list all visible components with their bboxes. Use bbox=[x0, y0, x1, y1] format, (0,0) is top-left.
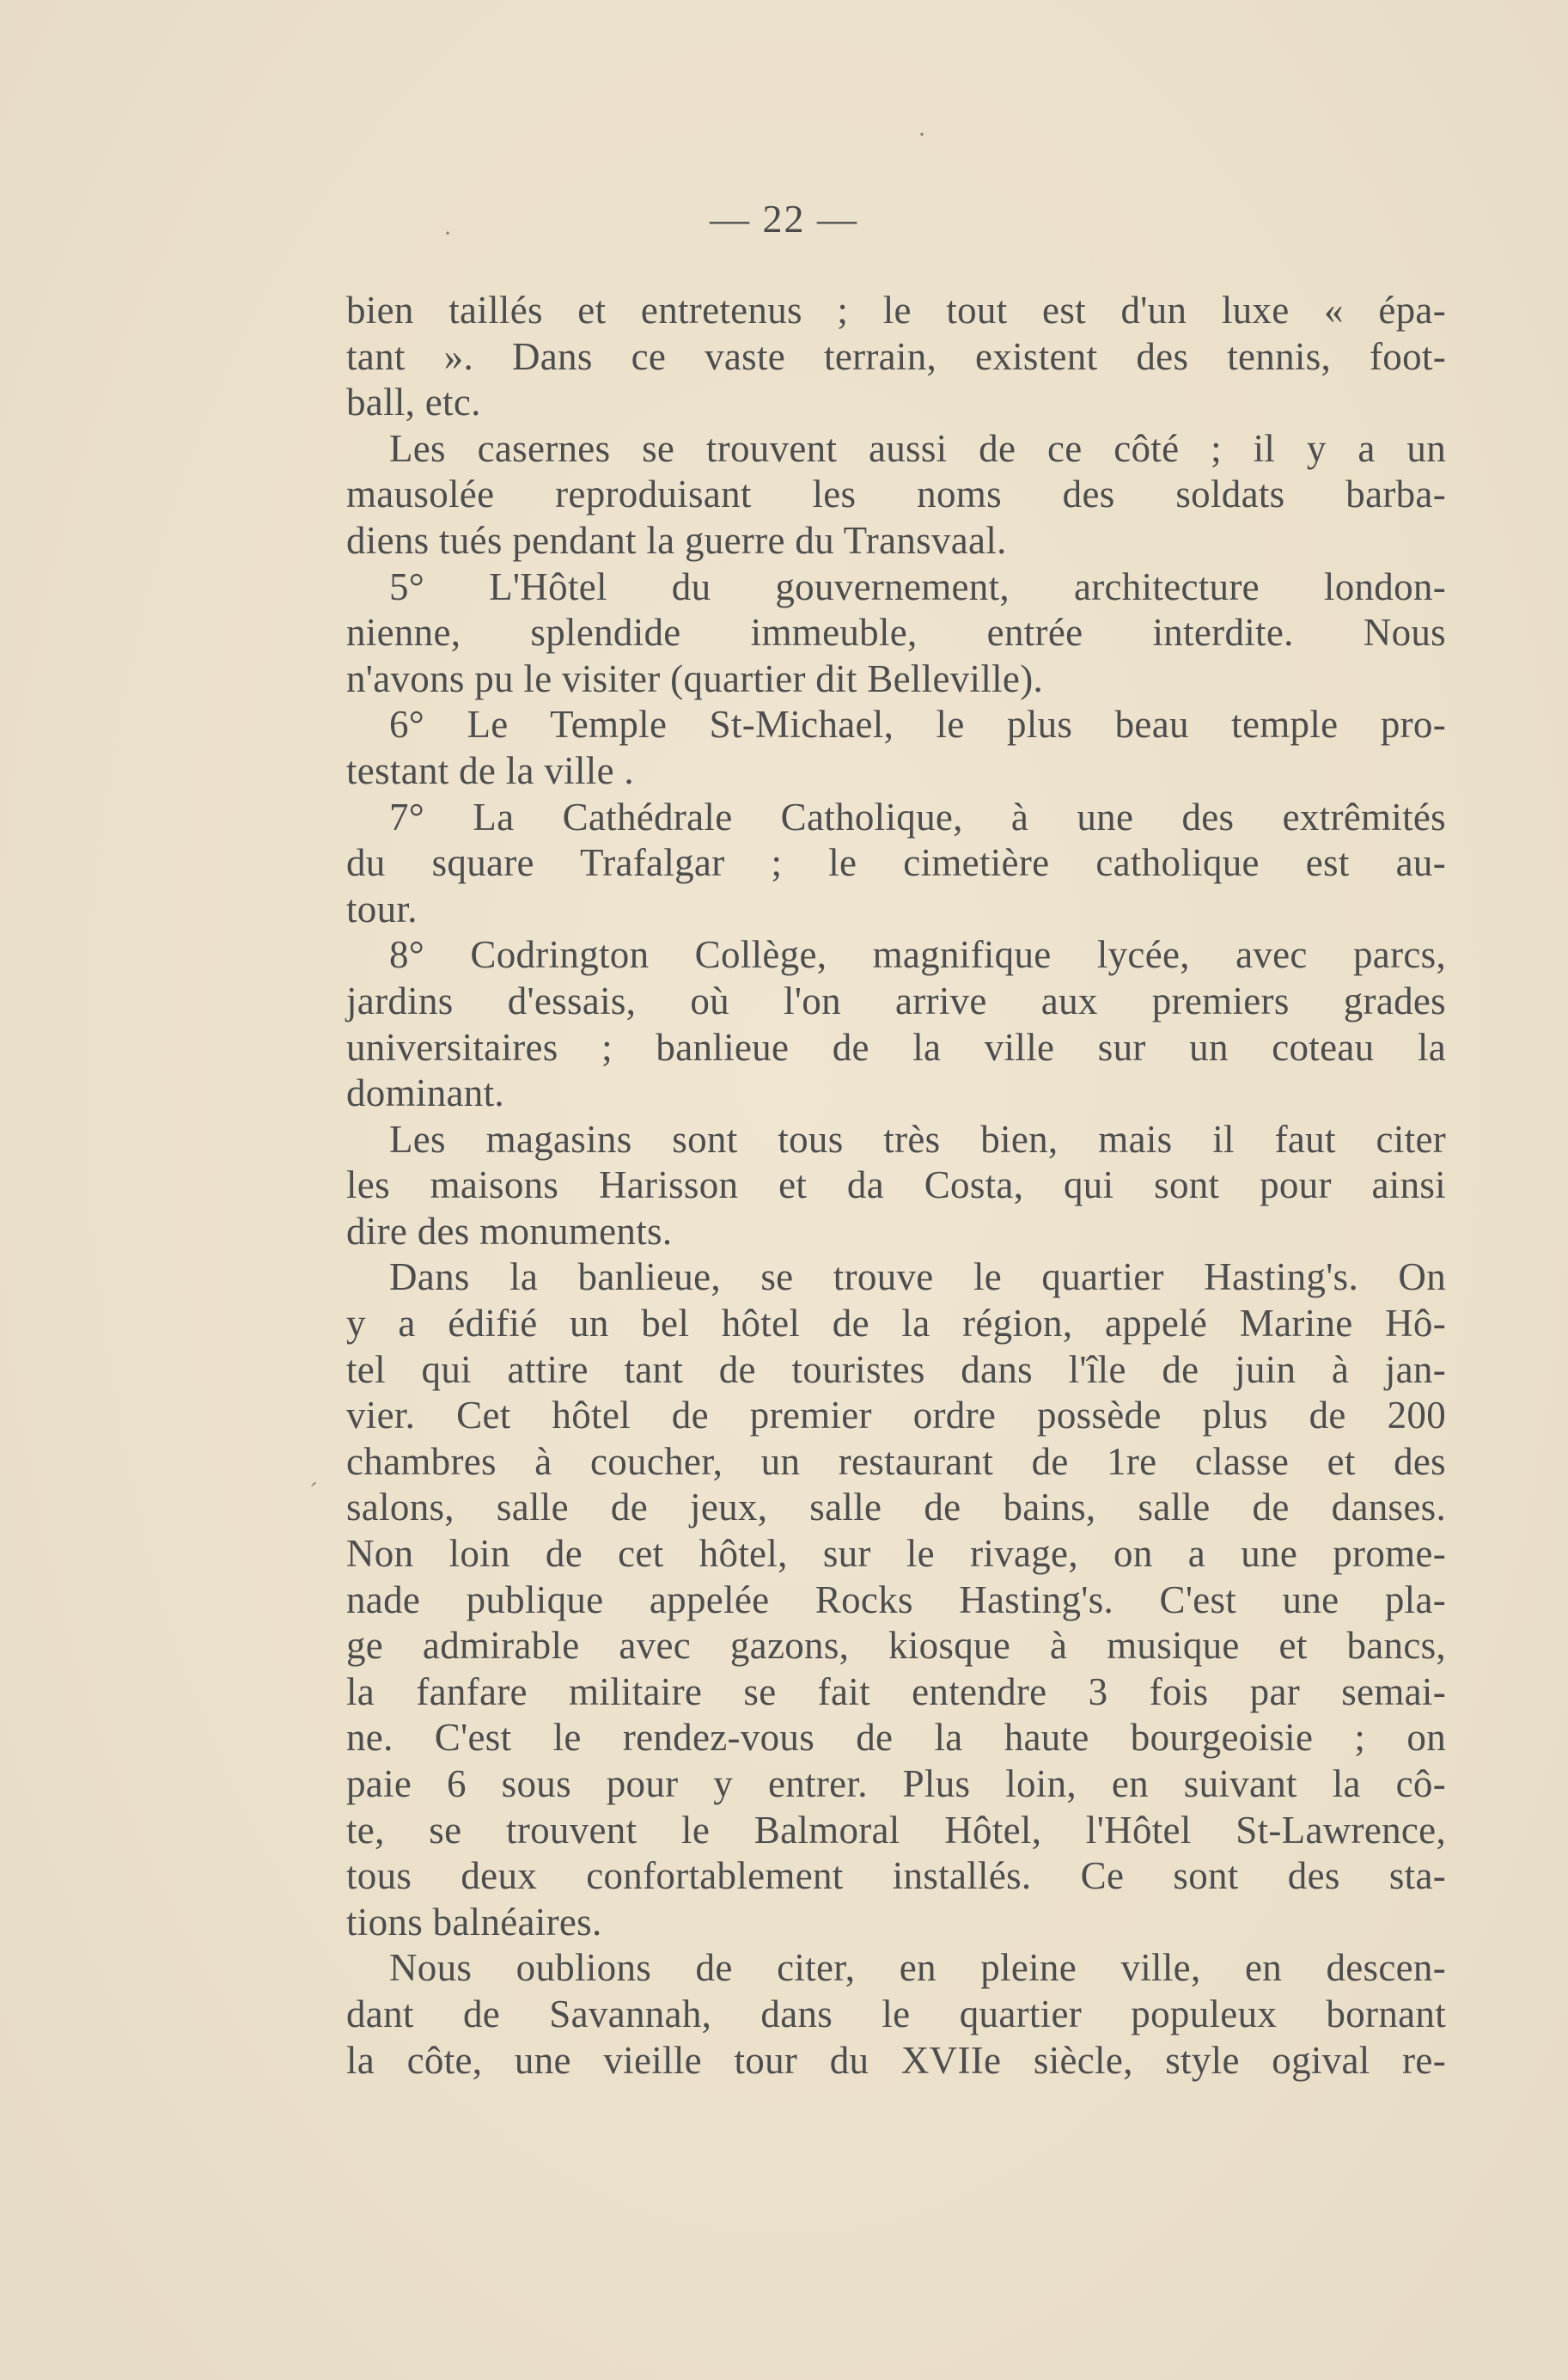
text-line: nienne, splendide immeuble, entrée interdite. Nous bbox=[346, 611, 1446, 655]
text-line: Dans la banlieue, se trouve le quartier Hasting's. On bbox=[389, 1255, 1446, 1299]
text-line: diens tués pendant la guerre du Transvaal. bbox=[346, 518, 1007, 562]
text-line: jardins d'essais, où l'on arrive aux premiers grades bbox=[346, 979, 1446, 1022]
text-line: Les casernes se trouvent aussi de ce côté ; il y a un bbox=[389, 426, 1446, 470]
text-line: te, se trouvent le Balmoral Hôtel, l'Hôtel St-Lawrence, bbox=[346, 1808, 1446, 1852]
text-line: la côte, une vieille tour du XVIIe siècle, style ogival re- bbox=[346, 2038, 1446, 2082]
text-line: tant ». Dans ce vaste terrain, existent des tennis, foot- bbox=[346, 334, 1446, 378]
paper-speck: ˊ bbox=[309, 1478, 318, 1506]
text-line: 7° La Cathédrale Catholique, à une des extrêmités bbox=[389, 795, 1446, 839]
text-line: tour. bbox=[346, 887, 418, 931]
text-line: Les magasins sont tous très bien, mais il faut citer bbox=[389, 1117, 1446, 1161]
text-line: testant de la ville . bbox=[346, 748, 634, 792]
text-line: ne. C'est le rendez-vous de la haute bourgeoisie ; on bbox=[346, 1716, 1446, 1760]
text-line: tel qui attire tant de touristes dans l'île de juin à jan- bbox=[346, 1347, 1446, 1391]
text-line: vier. Cet hôtel de premier ordre possède plus de 200 bbox=[346, 1394, 1446, 1437]
text-line: dire des monuments. bbox=[346, 1209, 673, 1253]
text-line: dant de Savannah, dans le quartier populeux bornant bbox=[346, 1992, 1446, 2035]
page-number: — 22 — bbox=[710, 197, 858, 241]
text-line: tous deux confortablement installés. Ce sont des sta- bbox=[346, 1854, 1446, 1898]
paper-speck: · bbox=[443, 219, 452, 247]
paper-speck: · bbox=[918, 120, 926, 149]
text-line: dominant. bbox=[346, 1071, 504, 1115]
text-line: bien taillés et entretenus ; le tout est d'un luxe « épa- bbox=[346, 289, 1446, 332]
text-line: Non loin de cet hôtel, sur le rivage, on a une prome- bbox=[346, 1532, 1446, 1576]
text-line: 8° Codrington Collège, magnifique lycée, avec parcs, bbox=[389, 933, 1446, 977]
text-line: tions balnéaires. bbox=[346, 1900, 602, 1944]
text-line: paie 6 sous pour y entrer. Plus loin, en suivant la cô- bbox=[346, 1762, 1446, 1805]
body-text bbox=[346, 288, 1446, 2084]
text-line: n'avons pu le visiter (quartier dit Belleville). bbox=[346, 656, 1044, 700]
text-line: chambres à coucher, un restaurant de 1re classe et des bbox=[346, 1439, 1446, 1483]
text-line: ge admirable avec gazons, kiosque à musique et bancs, bbox=[346, 1624, 1446, 1668]
text-line: Nous oublions de citer, en pleine ville, en descen- bbox=[389, 1946, 1446, 1990]
text-line: salons, salle de jeux, salle de bains, salle de danses. bbox=[346, 1486, 1446, 1529]
text-line: universitaires ; banlieue de la ville sur un coteau la bbox=[346, 1025, 1446, 1069]
text-line: du square Trafalgar ; le cimetière catholique est au- bbox=[346, 841, 1446, 885]
text-line: y a édifié un bel hôtel de la région, appelé Marine Hô- bbox=[346, 1302, 1446, 1346]
text-line: les maisons Harisson et da Costa, qui sont pour ainsi bbox=[346, 1163, 1446, 1207]
text-line: ball, etc. bbox=[346, 381, 481, 424]
text-line: mausolée reproduisant les noms des soldats barba- bbox=[346, 473, 1446, 516]
text-line: 6° Le Temple St-Michael, le plus beau temple pro- bbox=[389, 703, 1446, 747]
text-line: 5° L'Hôtel du gouvernement, architecture london- bbox=[389, 564, 1446, 608]
text-line: nade publique appelée Rocks Hasting's. C'est une pla- bbox=[346, 1578, 1446, 1621]
text-line: la fanfare militaire se fait entendre 3 fois par semai- bbox=[346, 1669, 1446, 1713]
